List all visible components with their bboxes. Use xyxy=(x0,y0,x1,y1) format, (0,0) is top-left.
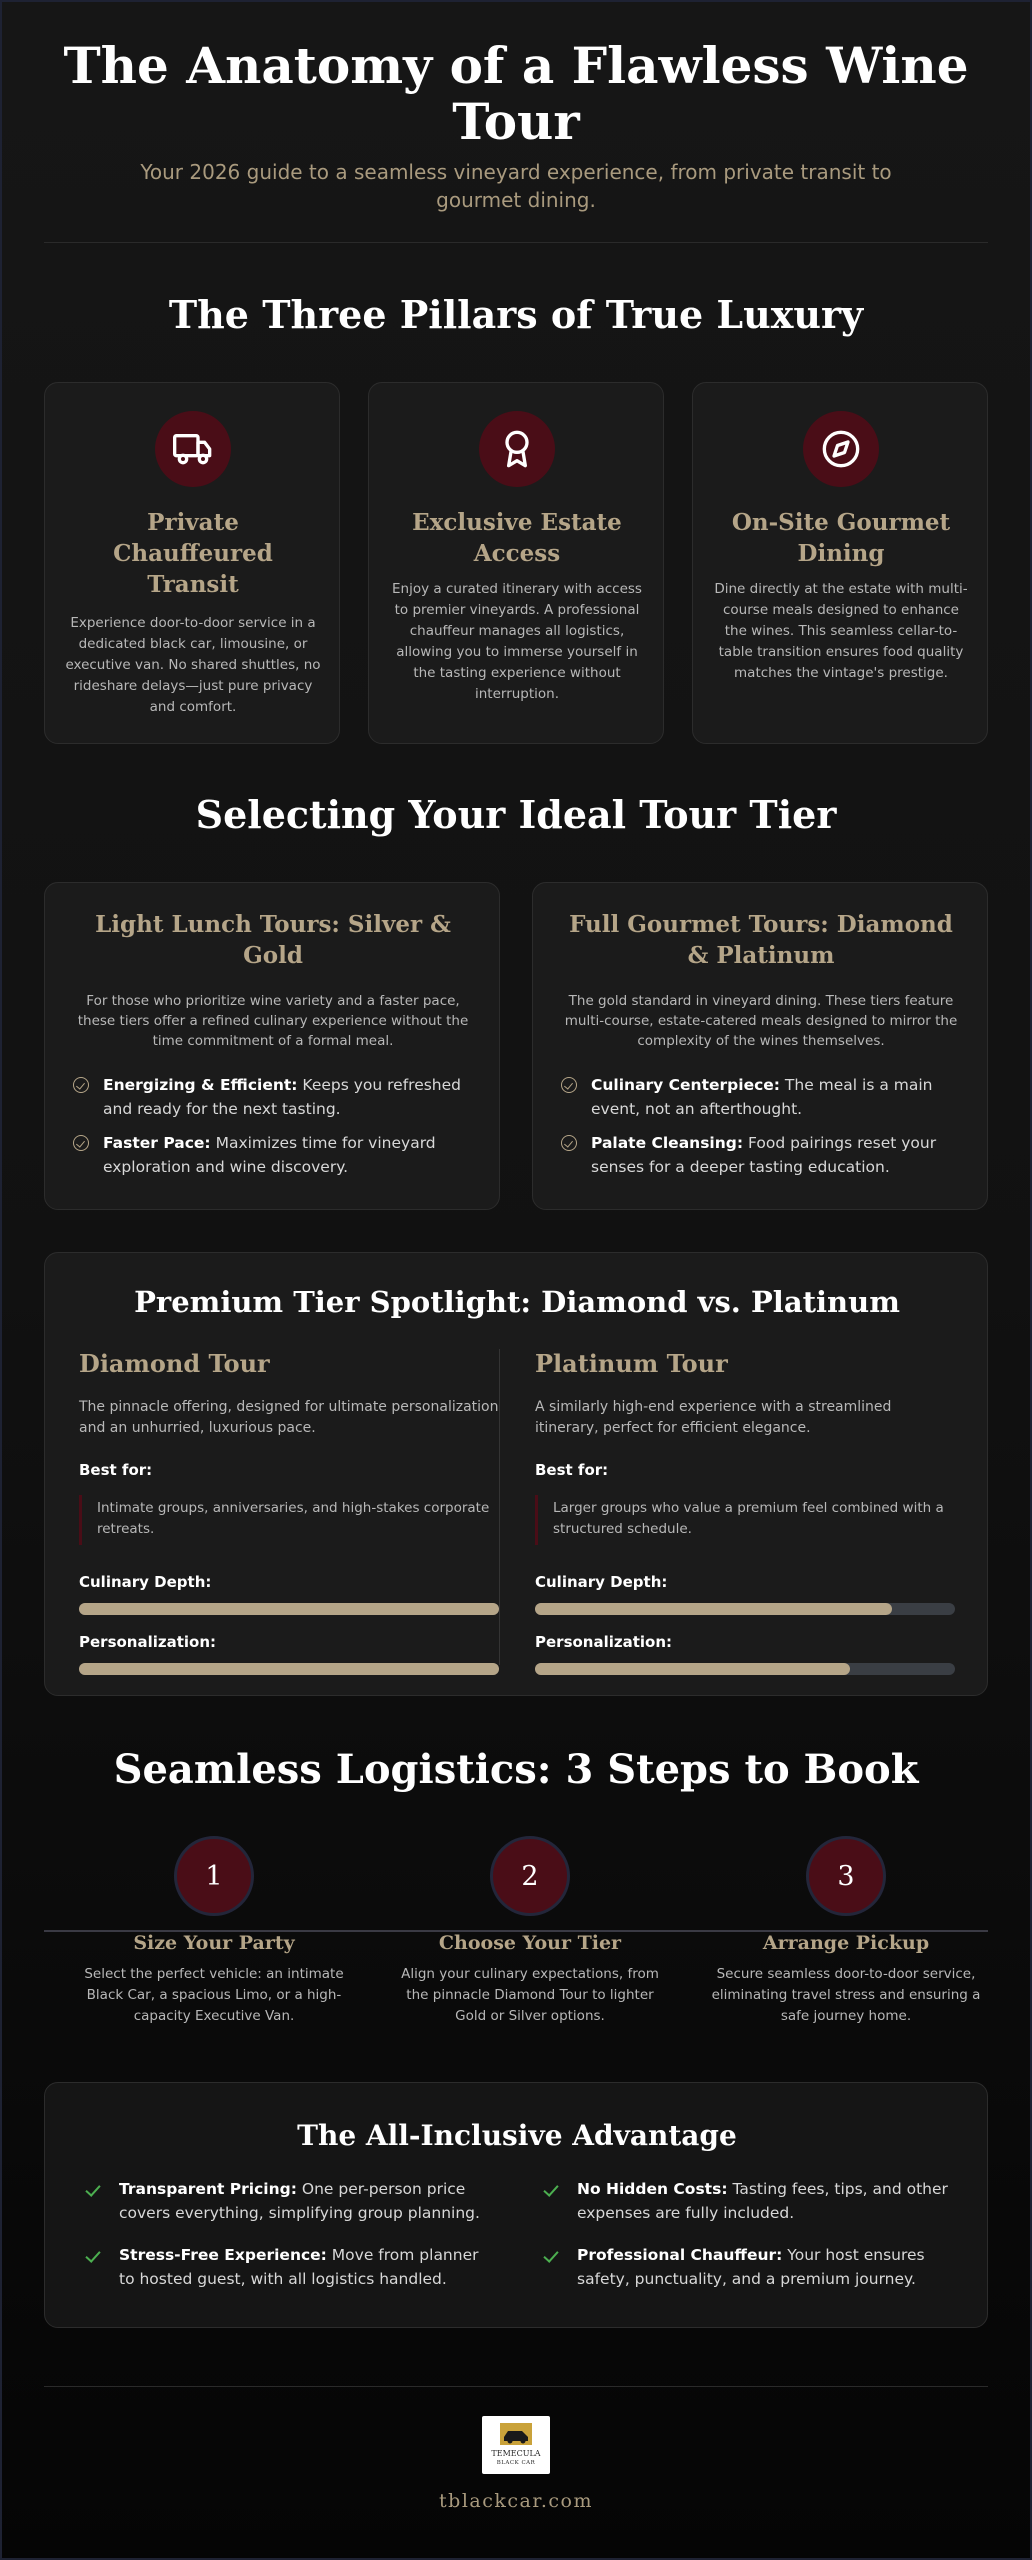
tier-description: For those who prioritize wine variety and a faster pace, these tiers offer a refined culinary experience without the time commitment of a formal meal. xyxy=(77,993,469,1049)
best-for-label: Best for: xyxy=(79,1461,153,1479)
pillar-title: On-Site Gourmet Dining xyxy=(731,509,951,567)
company-logo[interactable] xyxy=(482,2416,550,2474)
tier-name: Diamond Tour xyxy=(79,1349,270,1378)
advantage-text: One per-person price covers everything, simplifying group planning. xyxy=(119,2180,480,2222)
advantage-card xyxy=(44,2082,988,2328)
culinary-bar-fill xyxy=(535,1603,892,1615)
page-subtitle: Your 2026 guide to a seamless vineyard experience, from private transit to gourmet dining. xyxy=(140,160,892,212)
bullet-text: Keeps you refreshed and ready for the next tasting. xyxy=(103,1076,462,1118)
step-title: Size Your Party xyxy=(133,1932,295,1954)
pillar-card-estate xyxy=(368,382,664,744)
advantage-label: No Hidden Costs: xyxy=(577,2180,728,2198)
pillar-card-transit xyxy=(44,382,340,744)
bullet-label: Energizing & Efficient: xyxy=(103,1076,298,1094)
bullet-label: Palate Cleansing: xyxy=(591,1134,744,1152)
logo-text: TEMECULA xyxy=(491,2449,541,2458)
personalization-bar-fill xyxy=(535,1663,850,1675)
tier-card-full-gourmet xyxy=(532,882,988,1210)
culinary-label: Culinary Depth: xyxy=(79,1573,212,1591)
culinary-bar-fill xyxy=(79,1603,499,1615)
personalization-bar-fill xyxy=(79,1663,499,1675)
check-circle-icon xyxy=(73,1077,89,1093)
step-number: 3 xyxy=(806,1836,886,1916)
check-circle-icon xyxy=(561,1077,577,1093)
pillars-title: The Three Pillars of True Luxury xyxy=(168,292,864,337)
pillar-title: Exclusive Estate Access xyxy=(412,509,622,567)
step-number: 1 xyxy=(174,1836,254,1916)
check-circle-icon xyxy=(73,1135,89,1151)
pillar-card-dining xyxy=(692,382,988,744)
tier-title: Light Lunch Tours: Silver & Gold xyxy=(95,911,451,969)
car-logo-icon xyxy=(500,2421,532,2447)
culinary-bar xyxy=(535,1603,955,1615)
spotlight-card xyxy=(44,1252,988,1696)
advantage-text: Tasting fees, tips, and other expenses are fully included. xyxy=(577,2180,948,2222)
advantage-title: The All-Inclusive Advantage xyxy=(297,2119,737,2152)
best-for-quote: Larger groups who value a premium feel combined with a structured schedule. xyxy=(535,1495,955,1545)
spotlight-platinum xyxy=(535,1349,955,1669)
tier-title: Full Gourmet Tours: Diamond & Platinum xyxy=(569,911,953,969)
logo-subtext: BLACK CAR xyxy=(496,2460,536,2466)
header-divider xyxy=(44,242,988,243)
check-icon xyxy=(85,2181,100,2197)
page-title: The Anatomy of a Flawless Wine Tour xyxy=(63,36,969,151)
step-title: Choose Your Tier xyxy=(438,1932,622,1954)
check-icon xyxy=(85,2247,100,2263)
step-text: Secure seamless door-to-door service, eliminating travel stress and ensuring a safe journey home. xyxy=(711,1966,981,2024)
steps-title: Seamless Logistics: 3 Steps to Book xyxy=(113,1746,919,1793)
culinary-label: Culinary Depth: xyxy=(535,1573,668,1591)
advantage-text: Move from planner to hosted guest, with all logistics handled. xyxy=(119,2246,479,2288)
award-icon xyxy=(479,411,555,487)
truck-icon xyxy=(155,411,231,487)
tier-card-light-lunch xyxy=(44,882,500,1210)
tier-description: A similarly high-end experience with a streamlined itinerary, perfect for efficient elegance. xyxy=(535,1399,892,1436)
pillar-text: Enjoy a curated itinerary with access to premier vineyards. A professional chauffeur manages all logistics, allowing you to immerse yourself in the tasting experience without interruption. xyxy=(392,581,642,702)
pillar-text: Dine directly at the estate with multi-course meals designed to enhance the wines. This seamless cellar-to-table transition ensures food quality matches the vintage's prestige. xyxy=(714,581,968,681)
footer-divider xyxy=(44,2386,988,2387)
spotlight-divider xyxy=(499,1349,500,1665)
advantage-label: Professional Chauffeur: xyxy=(577,2246,783,2264)
tiers-title: Selecting Your Ideal Tour Tier xyxy=(195,792,837,837)
best-for-label: Best for: xyxy=(535,1461,609,1479)
spotlight-diamond xyxy=(79,1349,499,1669)
advantage-label: Transparent Pricing: xyxy=(119,2180,297,2198)
bullet-label: Culinary Centerpiece: xyxy=(591,1076,780,1094)
spotlight-title: Premium Tier Spotlight: Diamond vs. Platinum xyxy=(134,1285,900,1319)
advantage-text: Your host ensures safety, punctuality, and a premium journey. xyxy=(577,2246,925,2288)
bullet-text: Maximizes time for vineyard exploration and wine discovery. xyxy=(103,1134,436,1176)
step-text: Select the perfect vehicle: an intimate Black Car, a spacious Limo, or a high-capacity Executive Van. xyxy=(84,1966,344,2024)
personalization-label: Personalization: xyxy=(535,1633,673,1651)
step-number: 2 xyxy=(490,1836,570,1916)
pillar-text: Experience door-to-door service in a dedicated black car, limousine, or executive van. No shared shuttles, no rideshare delays—just pure privacy and comfort. xyxy=(65,615,321,715)
bullet-label: Faster Pace: xyxy=(103,1134,211,1152)
step-text: Align your culinary expectations, from the pinnacle Diamond Tour to lighter Gold or Silver options. xyxy=(401,1966,659,2024)
personalization-label: Personalization: xyxy=(79,1633,217,1651)
culinary-bar xyxy=(79,1603,499,1615)
check-icon xyxy=(543,2181,558,2197)
tier-description: The gold standard in vineyard dining. These tiers feature multi-course, estate-catered meals designed to mirror the complexity of the wines themselves. xyxy=(564,993,958,1049)
personalization-bar xyxy=(79,1663,499,1675)
step-title: Arrange Pickup xyxy=(762,1932,930,1954)
tier-description: The pinnacle offering, designed for ultimate personalization and an unhurried, luxurious pace. xyxy=(79,1399,499,1436)
bullet-text: The meal is a main event, not an afterthought. xyxy=(591,1076,933,1118)
compass-icon xyxy=(803,411,879,487)
check-circle-icon xyxy=(561,1135,577,1151)
personalization-bar xyxy=(535,1663,955,1675)
best-for-quote: Intimate groups, anniversaries, and high-stakes corporate retreats. xyxy=(79,1495,499,1545)
tier-name: Platinum Tour xyxy=(535,1349,728,1378)
footer-url-link[interactable]: tblackcar.com xyxy=(439,2490,593,2512)
advantage-label: Stress-Free Experience: xyxy=(119,2246,327,2264)
check-icon xyxy=(543,2247,558,2263)
pillar-title: Private Chauffeured Transit xyxy=(113,509,273,598)
bullet-text: Food pairings reset your senses for a deeper tasting education. xyxy=(591,1134,937,1176)
